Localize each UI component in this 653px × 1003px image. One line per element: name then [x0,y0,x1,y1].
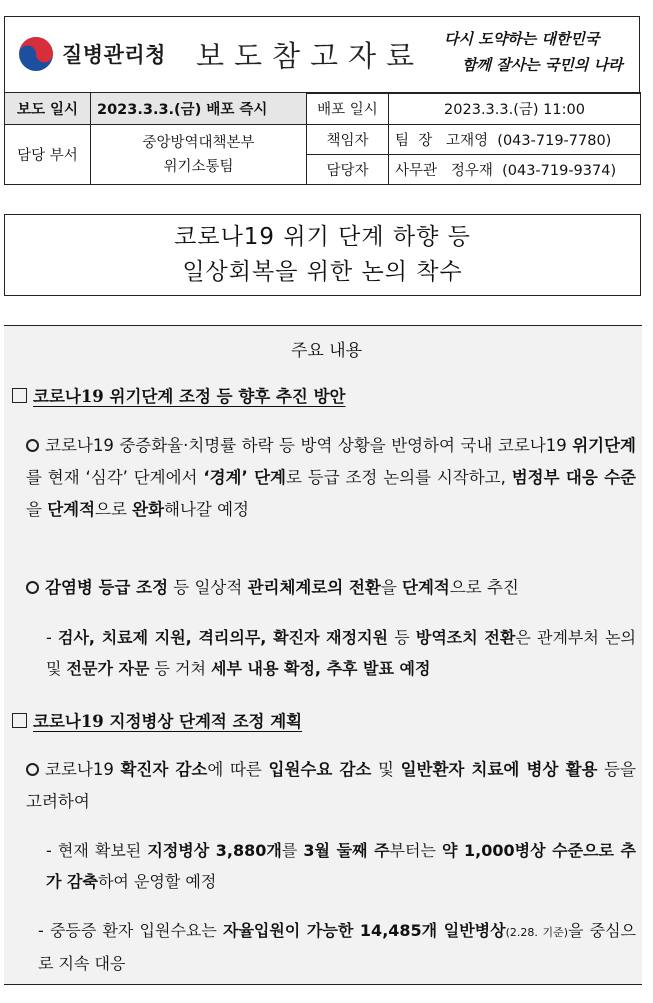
s2b1-p1: 코로나19 [45,760,121,779]
dash-marker: - [46,841,58,860]
s1d1-p2: 은 관계부처 논의 및 [46,628,636,678]
s1b1-p2: 를 현재 ‘심각’ 단계에서 [26,468,204,487]
s1d1-b4: 세부 내용 확정, 추후 발표 예정 [211,659,431,678]
dept-value [91,125,307,185]
circle-bullet-icon [26,581,39,594]
s2d1-p3: 부터는 [389,841,442,860]
s1d1-b1: 검사, 치료제 지원, 격리의무, 확진자 재정지원 [58,628,388,647]
s1b1-b5: 완화 [132,500,165,519]
section-heading-1-text: 코로나19 위기단계 조정 등 향후 추진 방안 [33,387,346,406]
s2b1-b1: 확진자 감소 [120,760,208,779]
section-heading-1 [12,383,345,407]
s2b1-p4: 등을 고려하여 [26,760,636,811]
section-heading-2-text: 코로나19 지정병상 단계적 조정 계획 [33,712,303,731]
s1b1-b3: 범정부 대응 수준 [511,468,636,487]
section2-bullet-1 [26,754,636,818]
contact-value: 사무관 정우재 (043-719-9374) [389,155,641,185]
s2d1-b3: 약 1,000병상 수준으로 추가 감축 [46,841,637,891]
s2b1-b3: 일반환자 치료에 병상 활용 [400,760,598,779]
press-info-table [4,92,641,185]
distribution-label: 배포 일시 [307,93,389,125]
summary-heading: 주요 내용 [290,341,363,361]
s1b1-p1: 코로나19 중증화율·치명률 하락 등 방역 상황을 반영하여 국내 코로나19 [45,436,573,455]
s1b2-b1: 감염병 등급 조정 [45,578,169,597]
s2d1-p2: 를 [281,841,304,860]
s2b1-b2: 입원수요 감소 [268,760,372,779]
circle-bullet-icon [26,763,39,776]
distribution-value: 2023.3.3.(금) 11:00 [389,93,641,125]
s1b1-b2: ‘경계’ 단계 [203,468,286,487]
s2d2-b1: 자율입원이 가능한 14,485개 일반병상 [222,921,506,940]
dept-label: 담당 부서 [5,125,91,185]
s1b2-p1: 등 일상적 [168,578,248,597]
s1b1-p6: 해나갈 예정 [164,500,249,519]
s1b2-b2: 관리체계로의 전환 [247,578,381,597]
dept-line-1: 중앙방역대책본부 [142,134,255,151]
s2d1-b2: 3월 둘째 주 [303,841,390,860]
s1d1-b2: 방역조치 전환 [415,628,516,647]
s1b2-p2: 을 [380,578,403,597]
government-slogan [444,26,634,82]
s1d1-p3: 등 거쳐 [149,659,212,678]
s2d1-p1: 현재 확보된 [57,841,148,860]
s1b1-p5: 으로 [95,500,133,519]
s2b1-p2: 에 따른 [207,760,269,779]
headline-line-2: 일상회복을 위한 논의 착수 [182,259,463,285]
contact-label: 담당자 [307,155,389,185]
slogan-line-2: 함께 잘사는 국민의 나라 [462,56,623,74]
document-type: 보도참고자료 [195,38,425,73]
checkbox-square-icon [12,388,27,403]
s2d1-b1: 지정병상 3,880개 [147,841,282,860]
dept-line-2: 위기소통팀 [163,158,234,175]
section1-dash-1 [46,622,636,684]
manager-label: 책임자 [307,125,389,155]
s1b2-p3: 으로 추진 [449,578,519,597]
s1b1-p4: 을 [26,500,48,519]
s2d2-p1: 중등증 환자 입원수요는 [49,921,223,940]
section1-bullet-1 [26,430,636,526]
circle-bullet-icon [26,439,39,452]
s2d1-p4: 하여 운영할 예정 [97,872,217,891]
taegeuk-logo-icon [18,36,54,72]
headline-box [4,214,641,296]
release-label: 보도 일시 [5,93,91,125]
s1b1-p3: 로 등급 조정 논의를 시작하고, [285,468,512,487]
s2d2-p2: 을 중심으로 지속 대응 [38,921,636,973]
headline-line-1: 코로나19 위기 단계 하향 등 [174,224,471,250]
s1b1-b4: 단계적 [47,500,96,519]
s1b2-b3: 단계적 [402,578,450,597]
section1-bullet-2 [26,572,636,604]
s2d2-s1: (2.28. 기준) [505,926,568,939]
dash-marker: - [38,921,50,940]
s1d1-p1: 등 [387,628,416,647]
section2-dash-2 [38,915,636,979]
section2-dash-1 [46,835,636,897]
release-value: 2023.3.3.(금) 배포 즉시 [91,93,307,125]
slogan-line-1: 다시 도약하는 대한민국 [444,30,600,48]
agency-name: 질병관리청 [62,43,166,67]
section-heading-2 [12,708,302,732]
manager-value: 팀 장 고재영 (043-719-7780) [389,125,641,155]
s2b1-p3: 및 [371,760,401,779]
s1b1-b1: 위기단계 [572,436,636,455]
agency-logo [18,30,178,78]
s1d1-b3: 전문가 자문 [66,659,150,678]
checkbox-square-icon [12,713,27,728]
dash-marker: - [46,628,58,647]
